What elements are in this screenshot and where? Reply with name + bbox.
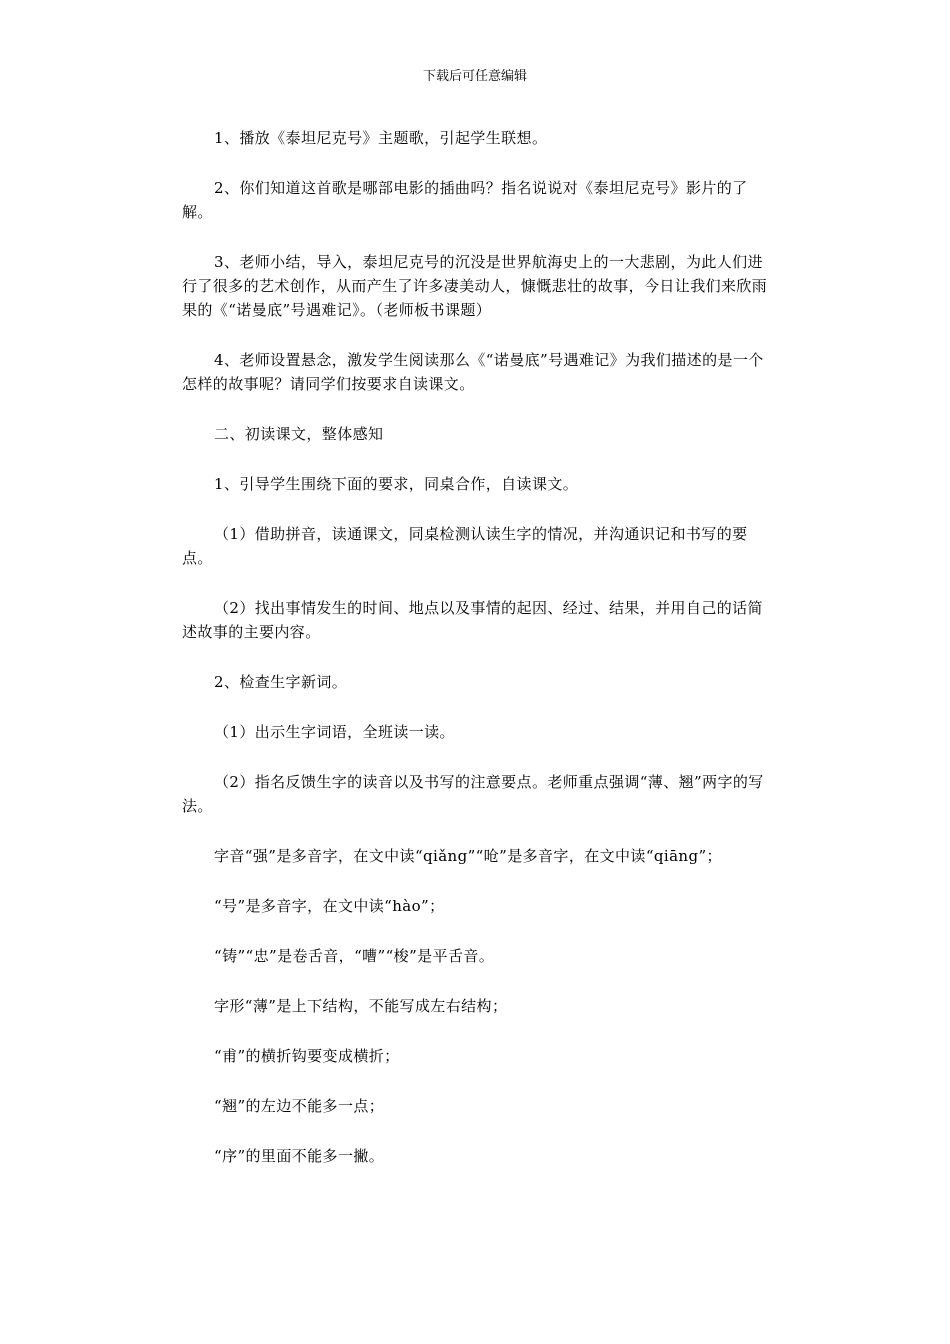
paragraph: 字音“强”是多音字，在文中读“qiǎng”“呛”是多音字，在文中读“qiāng”； (214, 847, 722, 865)
paragraph: “序”的里面不能多一撇。 (214, 1147, 385, 1165)
paragraph: 2、你们知道这首歌是哪部电影的插曲吗？指名说说对《泰坦尼克号》影片的了解。 (182, 179, 748, 221)
paragraph: 2、检查生字新词。 (214, 673, 348, 691)
document-body (182, 126, 772, 1168)
paragraph: “铸”“忠”是卷舌音，“嘈”“梭”是平舌音。 (214, 947, 495, 965)
paragraph: （1）借助拼音，读通课文，同桌检测认读生字的情况，并沟通识记和书写的要点。 (182, 525, 748, 567)
section-heading: 二、初读课文，整体感知 (214, 425, 384, 443)
paragraph: （1）出示生字词语，全班读一读。 (214, 723, 455, 741)
paragraph: 1、引导学生围绕下面的要求，同桌合作，自读课文。 (214, 475, 579, 493)
paragraph: “翘”的左边不能多一点； (214, 1097, 385, 1115)
paragraph: 3、老师小结，导入，泰坦尼克号的沉没是世界航海史上的一大悲剧，为此人们进行了很多的艺术创作，从而产生了许多凄美动人，慷慨悲壮的故事，今日让我们来欣雨果的《“诺曼底”号遇难记》。（老师板书课题） (182, 253, 768, 319)
paragraph: （2）找出事情发生的时间、地点以及事情的起因、经过、结果，并用自己的话简述故事的主要内容。 (182, 599, 763, 641)
paragraph: 1、播放《泰坦尼克号》主题歌，引起学生联想。 (214, 129, 548, 147)
paragraph: “甫”的横折钩要变成横折； (214, 1047, 400, 1065)
paragraph: “号”是多音字，在文中读“hào”； (214, 897, 445, 915)
paragraph: 4、老师设置悬念，激发学生阅读那么《“诺曼底”号遇难记》为我们描述的是一个怎样的故事呢？请同学们按要求自读课文。 (182, 351, 764, 393)
page-header: 下载后可任意编辑 (422, 69, 527, 84)
paragraph: （2）指名反馈生字的读音以及书写的注意要点。老师重点强调“薄、翘”两字的写法。 (182, 773, 764, 815)
paragraph: 字形“薄”是上下结构，不能写成左右结构； (214, 997, 508, 1015)
